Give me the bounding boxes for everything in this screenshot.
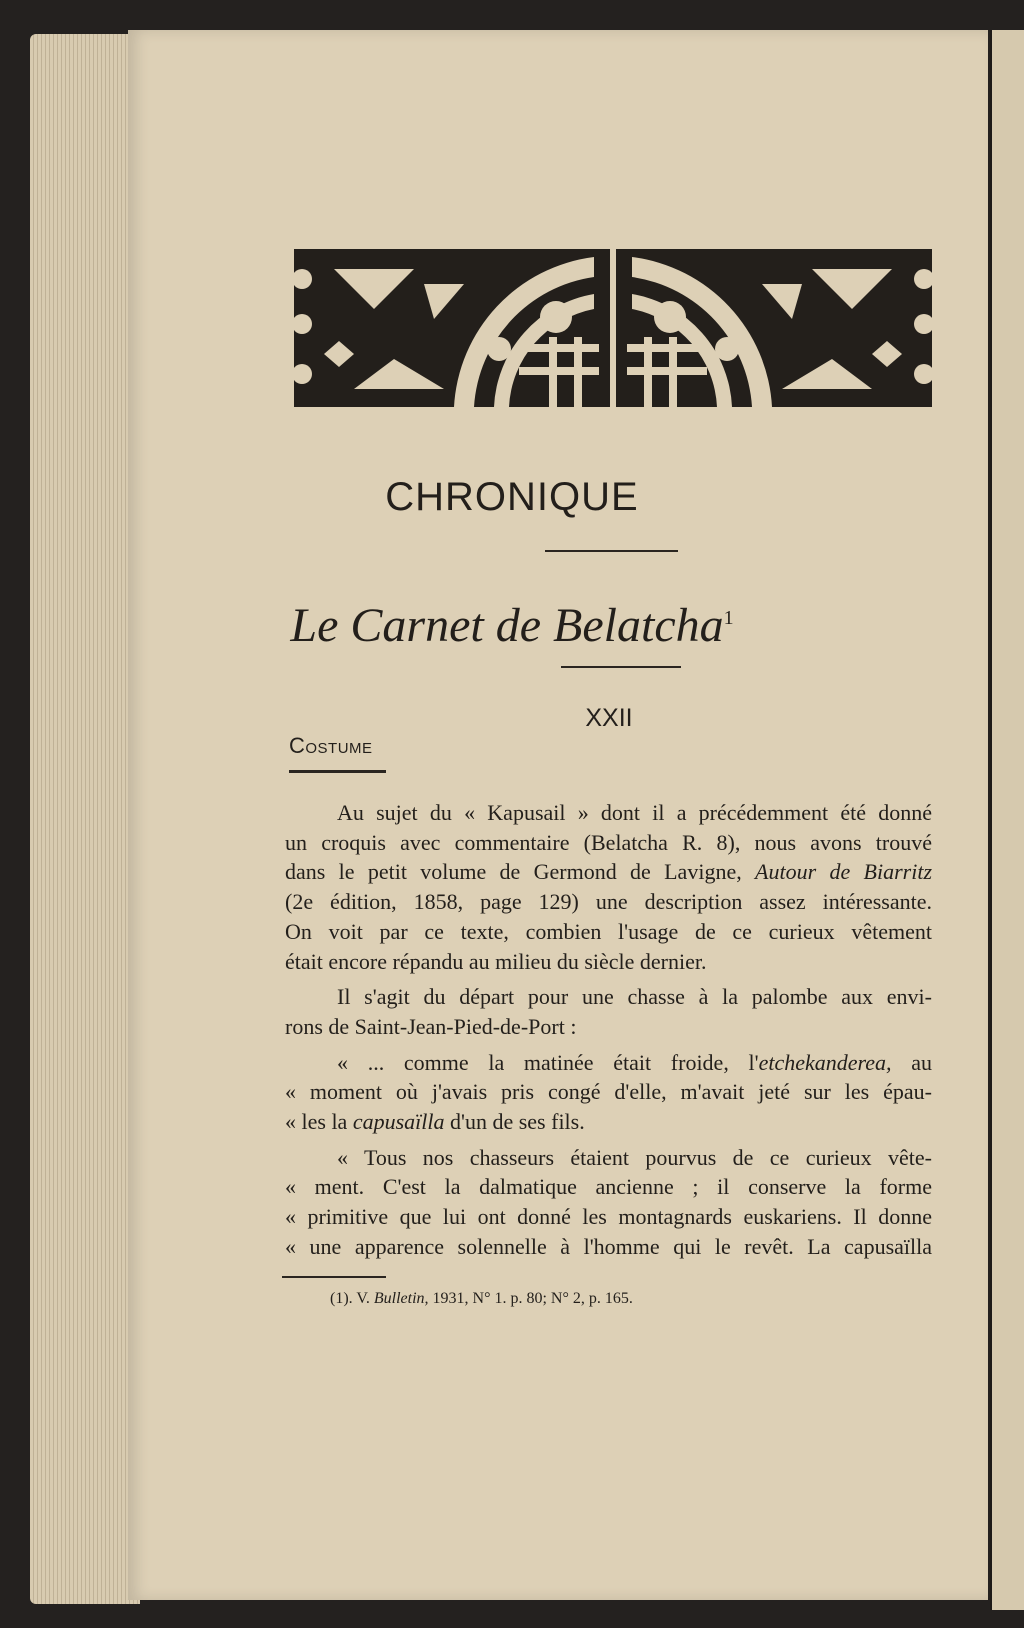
ornamental-header-band: [294, 249, 932, 407]
text-line: « primitive que lui ont donné les montagnards euskariens. Il donne: [285, 1204, 932, 1230]
text-line: dans le petit volume de Germond de Lavigne, Autour de Biarritz: [285, 859, 932, 885]
footnote: (1). V. Bulletin, 1931, N° 1. p. 80; N° 2, p. 165.: [330, 1290, 633, 1307]
text-line: On voit par ce texte, combien l'usage de ce curieux vêtement: [285, 918, 932, 944]
subheading-underline: [289, 770, 386, 773]
text-line: rons de Saint-Jean-Pied-de-Port :: [285, 1013, 577, 1039]
text-line: un croquis avec commentaire (Belatcha R. 8), nous avons trouvé: [285, 829, 932, 855]
footnote-rule: [282, 1276, 386, 1278]
article-body: [285, 798, 932, 1262]
text-line: « Tous nos chasseurs étaient pourvus de ce curieux vête-: [337, 1144, 932, 1170]
text-line: « une apparence solennelle à l'homme qui le revêt. La capusaïlla: [285, 1233, 932, 1259]
text-line: Au sujet du « Kapusail » dont il a précédemment été donné: [337, 800, 932, 825]
title-footnote-mark: 1: [723, 607, 734, 629]
text-line: Il s'agit du départ pour une chasse à la palombe aux envi-: [337, 984, 932, 1010]
section-heading: CHRONIQUE: [385, 475, 639, 519]
text-line: était encore répandu au milieu du siècle dernier.: [285, 948, 707, 974]
text-line: « moment où j'avais pris congé d'elle, m'avait jeté sur les épau-: [285, 1079, 932, 1105]
book-title: Autour de Biarritz: [755, 859, 932, 885]
chapter-number: XXII: [585, 704, 633, 732]
text-line: « ... comme la matinée était froide, l'etchekanderea, au: [337, 1049, 933, 1075]
subheading: Costume: [289, 733, 373, 758]
title-rule: [561, 666, 681, 668]
facing-page-edge: [990, 30, 1024, 1610]
text-line: « les la capusaïlla d'un de ses fils.: [285, 1109, 585, 1135]
page-stack-edge: [30, 34, 140, 1604]
text-line: « ment. C'est la dalmatique ancienne ; il conserve la forme: [285, 1174, 932, 1200]
heading-rule: [545, 550, 678, 552]
article-title: Le Carnet de Belatcha$^1$: [290, 599, 734, 652]
text-line: (2e édition, 1858, page 129) une description assez intéressante.: [285, 889, 932, 915]
